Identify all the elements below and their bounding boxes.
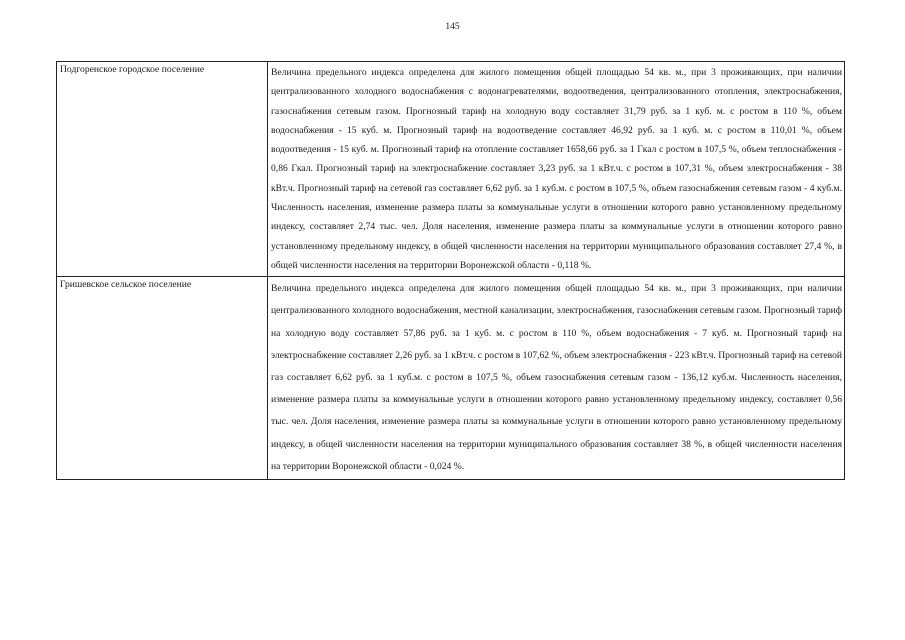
table-row [57, 62, 845, 277]
settlement-description-cell: Величина предельного индекса определена для жилого помещения общей площадью 54 кв. м., при 3 проживающих, при наличии централизованного холодного водоснабжения, местной канализации, электроснабжения, газоснабжения сетевым газом. Прогнозный тариф на холодную воду составляет 57,86 руб. за 1 куб. м. с ростом в 110 %, объем водоснабжения - 7 куб. м. Прогнозный тариф на электроснабжение составляет 2,26 руб. за 1 кВт.ч. с ростом в 107,62 %, объем электроснабжения - 223 кВт.ч. Прогнозный тариф на сетевой газ составляет 6,62 руб. за 1 куб.м. с ростом в 107,5 %, объем газоснабжения сетевым газом - 136,12 куб.м. Численность населения, изменение размера платы за коммунальные услуги в отношении которого равно установленному предельному индексу, составляет 0,56 тыс. чел. Доля населения, изменение размера платы за коммунальные услуги в отношении которого равно установленному предельному индексу, в общей численности населения на территории муниципального образования составляет 38 %, в общей численности населения на территории Воронежской области - 0,024 %. [268, 277, 845, 480]
settlement-name-cell: Подгоренское городское поселение [57, 62, 268, 277]
settlements-table [56, 61, 845, 480]
table-row [57, 277, 845, 480]
settlement-description-cell: Величина предельного индекса определена для жилого помещения общей площадью 54 кв. м., при 3 проживающих, при наличии централизованного холодного водоснабжения с водонагревателями, водоотведения, централизованного отопления, электроснабжения, газоснабжения сетевым газом. Прогнозный тариф на холодную воду составляет 31,79 руб. за 1 куб. м. с ростом в 110 %, объем водоснабжения - 15 куб. м. Прогнозный тариф на водоотведение составляет 46,92 руб. за 1 куб. м. с ростом в 110,01 %, объем водоотведения - 15 куб. м. Прогнозный тариф на отопление составляет 1658,66 руб. за 1 Гкал с ростом в 107,5 %, объем теплоснабжения - 0,86 Гкал. Прогнозный тариф на электроснабжение составляет 3,23 руб. за 1 кВт.ч. с ростом в 107,31 %, объем электроснабжения - 38 кВт.ч. Прогнозный тариф на сетевой газ составляет 6,62 руб. за 1 куб.м. с ростом в 107,5 %, объем газоснабжения сетевым газом - 4 куб.м. Численность населения, изменение размера платы за коммунальные услуги в отношении которого равно установленному предельному индексу, составляет 2,74 тыс. чел. Доля населения, изменение размера платы за коммунальные услуги в отношении которого равно установленному предельному индексу, в общей численности населения на территории муниципального образования составляет 27,4 %, в общей численности населения на территории Воронежской области - 0,118 %. [268, 62, 845, 277]
page-number: 145 [445, 22, 460, 32]
settlement-name-cell: Гришевское сельское поселение [57, 277, 268, 480]
